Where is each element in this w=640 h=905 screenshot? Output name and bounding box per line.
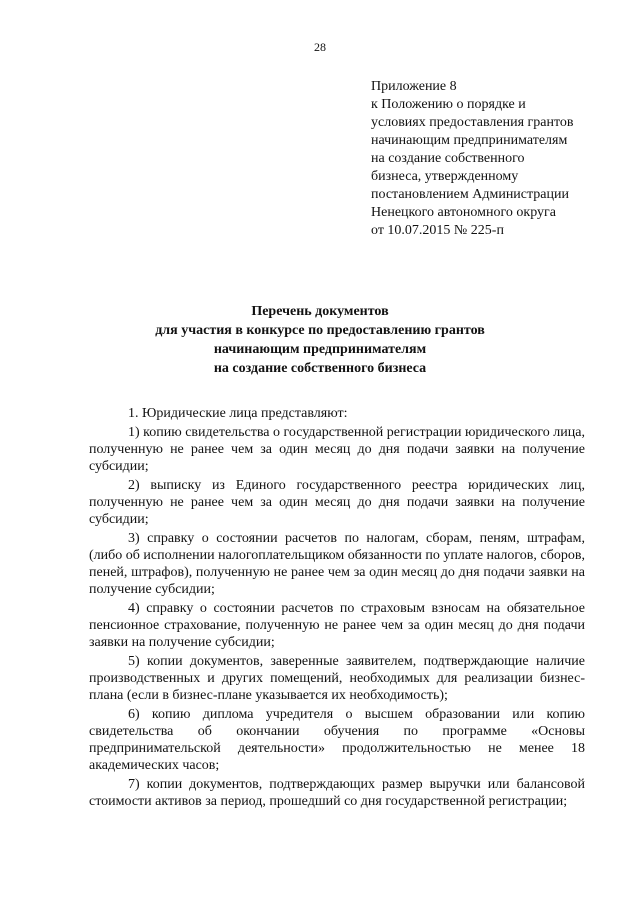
paragraph-item-6: 6) копию диплома учредителя о высшем образовании или копию свидетельства об окончании обучения по программе «Основы предпринимательской деятельности» продолжительностью не менее 18 академических часов; [89,707,585,773]
appendix-line: условиях предоставления грантов [371,115,574,130]
paragraph-item-4: 4) справку о состоянии расчетов по страховым взносам на обязательное пенсионное страхование, полученную не ранее чем за один месяц до дня подачи заявки на получение субсидии; [89,601,585,650]
title-line: начинающим предпринимателям [213,342,427,357]
paragraph-item-7: 7) копии документов, подтверждающих размер выручки или балансовой стоимости активов за период, прошедший со дня государственной регистрации; [89,777,585,809]
paragraph-intro: 1. Юридические лица представляют: [128,406,348,421]
appendix-line: Приложение 8 [371,79,457,94]
paragraph-item-1: 1) копию свидетельства о государственной регистрации юридического лица, полученную не ранее чем за один месяц до дня подачи заявки на получение субсидии; [89,425,585,474]
page-number: 28 [314,40,326,54]
paragraph-item-2: 2) выписку из Единого государственного реестра юридических лиц, полученную не ранее чем за один месяц до дня подачи заявки на получение субсидии; [89,478,585,527]
paragraph-item-3: 3) справку о состоянии расчетов по налогам, сборам, пеням, штрафам, (либо об исполнении налогоплательщиком обязанности по уплате налогов, сборов, пеней, штрафов), полученную не ранее чем за один месяц до дня подачи заявки на получение субсидии; [89,531,585,597]
document-title [0,302,640,378]
appendix-line: Ненецкого автономного округа [371,205,556,220]
appendix-line: постановлением Администрации [371,187,569,202]
title-line: Перечень документов [251,304,389,319]
appendix-line: на создание собственного [371,151,525,166]
document-body [89,405,585,810]
appendix-line: от 10.07.2015 № 225-п [371,223,504,238]
appendix-line: бизнеса, утвержденному [371,169,519,184]
appendix-line: к Положению о порядке и [371,97,526,112]
appendix-header [371,78,574,240]
appendix-line: начинающим предпринимателям [371,133,568,148]
title-line: на создание собственного бизнеса [213,361,427,376]
title-line: для участия в конкурсе по предоставлению грантов [155,323,485,338]
paragraph-item-5: 5) копии документов, заверенные заявителем, подтверждающие наличие производственных и других помещений, необходимых для реализации бизнес-плана (если в бизнес-плане указывается их необходимость); [89,654,585,703]
